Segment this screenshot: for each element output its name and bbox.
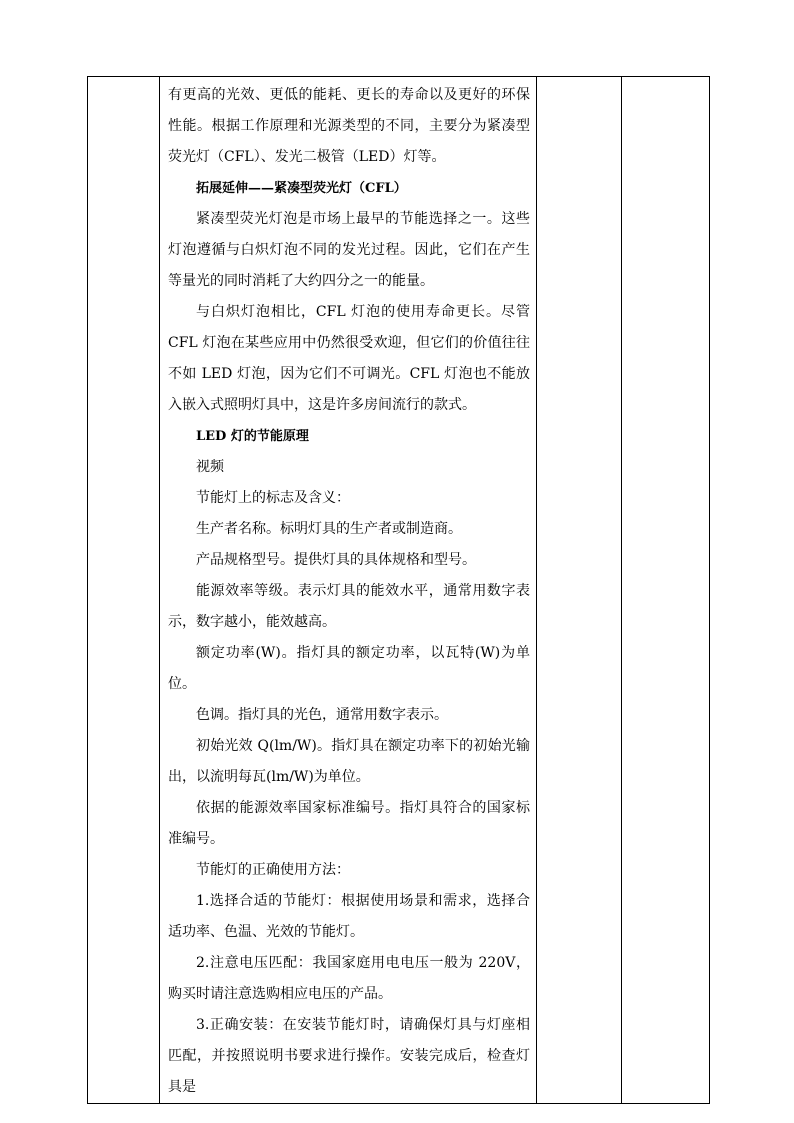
body-paragraph: 节能灯上的标志及含义：: [196, 490, 350, 506]
right-column-cell: [622, 77, 710, 1104]
body-paragraph: 初始光效 Q(lm/W)。指灯具在额定功率下的初始光输出，以流明每瓦(lm/W)为单位。: [168, 738, 530, 785]
body-paragraph: 视频: [196, 459, 224, 475]
left-column-cell: [88, 77, 160, 1104]
lesson-plan-table: [87, 76, 710, 1104]
third-column-cell: [537, 77, 622, 1104]
body-paragraph: 紧凑型荧光灯泡是市场上最早的节能选择之一。这些灯泡遵循与白炽灯泡不同的发光过程。因此，它们在产生等量光的同时消耗了大约四分之一的能量。: [168, 211, 530, 289]
body-paragraph: 色调。指灯具的光色，通常用数字表示。: [196, 707, 448, 723]
body-paragraph: 3.正确安装：在安装节能灯时，请确保灯具与灯座相匹配，并按照说明书要求进行操作。安装完成后，检查灯具是: [168, 1017, 530, 1095]
body-paragraph: 能源效率等级。表示灯具的能效水平，通常用数字表示，数字越小，能效越高。: [168, 583, 530, 630]
body-paragraph: 产品规格型号。提供灯具的具体规格和型号。: [196, 552, 476, 568]
body-paragraph: 1.选择合适的节能灯：根据使用场景和需求，选择合适功率、色温、光效的节能灯。: [168, 893, 530, 940]
body-paragraph: 与白炽灯泡相比，CFL 灯泡的使用寿命更长。尽管 CFL 灯泡在某些应用中仍然很受欢迎，但它们的价值往往不如 LED 灯泡，因为它们不可调光。CFL 灯泡也不能放入嵌入式照明灯具中，这是许多房间流行的款式。: [168, 304, 530, 413]
body-paragraph: 有更高的光效、更低的能耗、更长的寿命以及更好的环保性能。根据工作原理和光源类型的不同，主要分为紧凑型荧光灯（CFL）、发光二极管（LED）灯等。: [168, 87, 530, 165]
body-paragraph: 节能灯的正确使用方法：: [196, 862, 350, 878]
body-paragraph: 额定功率(W)。指灯具的额定功率，以瓦特(W)为单位。: [168, 645, 530, 692]
section-heading: LED 灯的节能原理: [196, 429, 309, 444]
content-text: [160, 77, 536, 1103]
content-cell: [160, 77, 537, 1104]
body-paragraph: 生产者名称。标明灯具的生产者或制造商。: [196, 521, 462, 537]
table-row: [88, 77, 710, 1104]
body-paragraph: 依据的能源效率国家标准编号。指灯具符合的国家标准编号。: [168, 800, 530, 847]
section-heading: 拓展延伸——紧凑型荧光灯（CFL）: [196, 181, 407, 196]
body-paragraph: 2.注意电压匹配：我国家庭用电电压一般为 220V，购买时请注意选购相应电压的产品。: [168, 955, 530, 1002]
